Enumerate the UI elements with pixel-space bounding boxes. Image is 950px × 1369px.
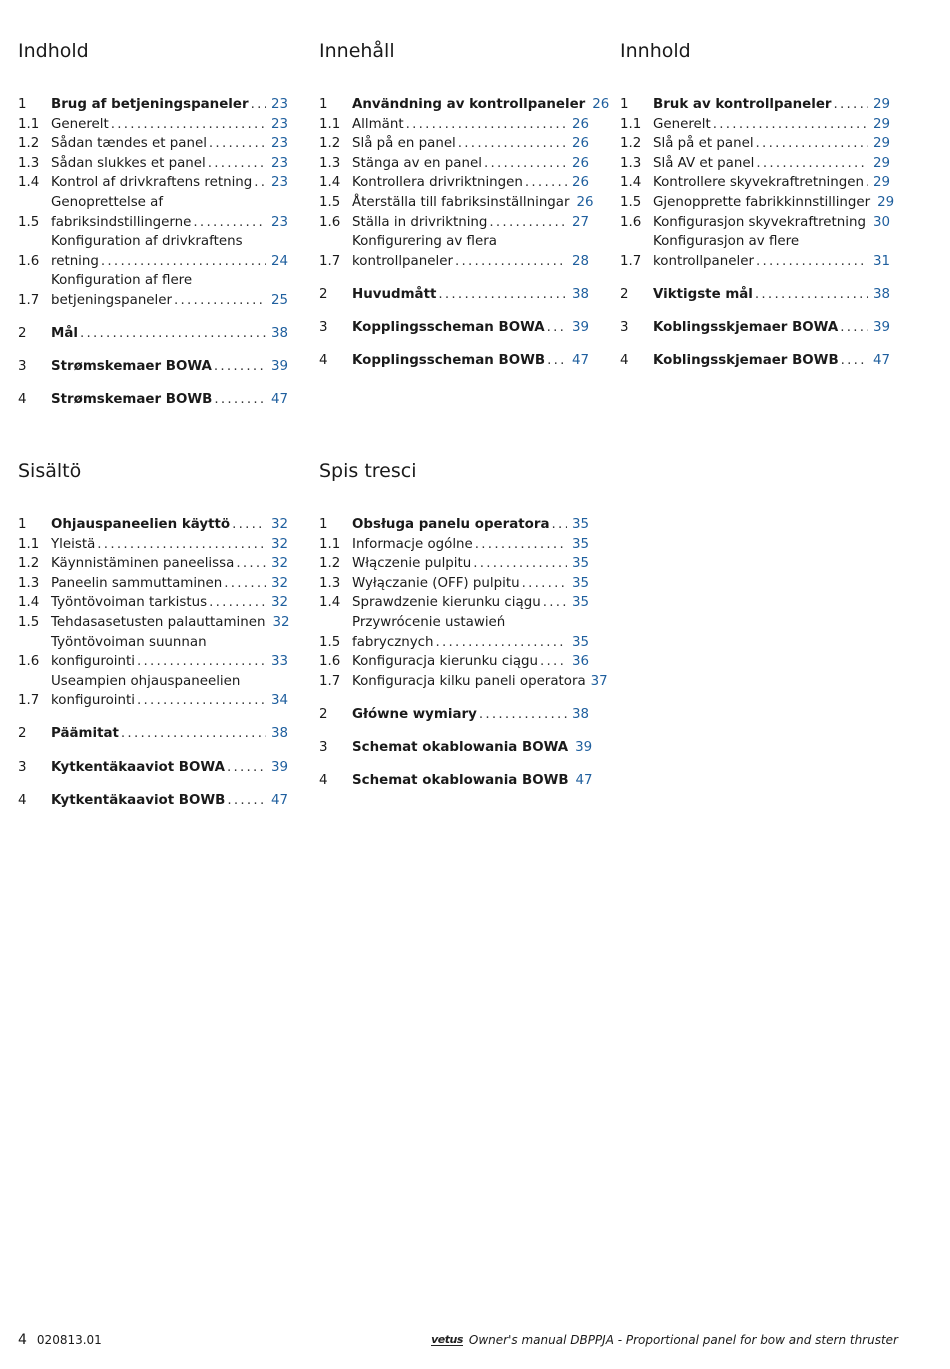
toc-entry[interactable] [620, 213, 890, 233]
toc-entry[interactable] [18, 535, 288, 555]
toc-entry-number: 4 [319, 353, 328, 369]
toc-entry-title: Generelt [51, 116, 109, 132]
dot-leader [547, 318, 567, 338]
toc-entry-page: 26 [571, 116, 589, 132]
toc-heading: Innhold [620, 40, 691, 62]
toc-entry-title: Obsługa panelu operatora [352, 517, 550, 532]
toc-entry-number: 1.3 [18, 575, 40, 591]
toc-entry[interactable] [319, 95, 610, 115]
toc-entry-title: Koblingsskjemaer BOWB [653, 353, 839, 369]
dot-leader [841, 351, 868, 371]
toc-entry-title: Ohjauspaneelien käyttö [51, 517, 231, 532]
toc-entry-page: 23 [270, 116, 288, 132]
toc-entry-page: 29 [872, 116, 890, 132]
toc-entry-title: Paneelin sammuttaminen [51, 575, 223, 591]
toc-entry-number: 1.2 [620, 136, 642, 152]
toc-entry-page: 32 [270, 595, 288, 611]
dot-leader [209, 134, 266, 154]
dot-leader [137, 652, 266, 672]
toc-entry-title: Generelt [653, 116, 711, 132]
toc-entry-title: kontrollpaneler [653, 253, 754, 269]
toc-entry-page: 29 [872, 136, 890, 152]
toc-entry-title: Schemat okablowania BOWA [352, 739, 569, 755]
toc-heading: Innehåll [319, 40, 395, 62]
toc-entry[interactable] [319, 738, 593, 758]
toc-entry-title: Przywrócenie ustawień [352, 614, 506, 630]
toc-entry-title: kontrollpaneler [352, 253, 453, 269]
toc-entry-title: Koblingsskjemaer BOWA [653, 319, 839, 335]
toc-entry-number: 1.4 [319, 595, 341, 611]
toc-entry-page: 47 [571, 353, 589, 369]
toc-entry-title: Sådan slukkes et panel [51, 155, 206, 171]
toc-entry-page: 35 [571, 536, 589, 552]
toc-entry[interactable] [319, 672, 608, 692]
toc-entry-title: Kopplingsscheman BOWB [352, 353, 546, 369]
toc-entry-number: 1 [319, 517, 328, 532]
toc-entry-page: 47 [270, 392, 288, 408]
brand-logo: vetus [431, 1333, 463, 1346]
toc-entry-page: 29 [872, 155, 890, 171]
toc-entry-number: 3 [18, 759, 27, 775]
toc-entry[interactable] [319, 134, 589, 154]
toc-entry[interactable] [319, 213, 589, 233]
toc-entry-page: 26 [571, 175, 589, 191]
toc-entry-page: 31 [872, 253, 890, 269]
dot-leader [137, 691, 266, 711]
dot-leader [458, 134, 567, 154]
toc-entry[interactable] [620, 173, 890, 193]
toc-entry[interactable] [319, 351, 589, 371]
dot-leader [756, 154, 868, 174]
toc-entry[interactable] [319, 613, 589, 652]
toc-entry-title: Sådan tændes et panel [51, 136, 207, 152]
toc-entry-page: 27 [571, 214, 589, 230]
toc-entry[interactable] [18, 390, 288, 410]
toc-entry-title: Brug af betjeningspaneler [51, 97, 249, 112]
toc-entry-number: 3 [620, 319, 629, 335]
toc-entry-number: 1.6 [319, 214, 341, 230]
dot-leader [713, 115, 868, 135]
toc-entry-page: 39 [872, 319, 890, 335]
toc-entry-title: Yleistä [51, 536, 96, 552]
toc-entry-title: Useampien ohjauspaneelien [51, 673, 241, 689]
toc-entry-number: 3 [18, 359, 27, 375]
toc-entry-number: 3 [319, 739, 328, 755]
toc-entry[interactable] [18, 173, 288, 193]
toc-entry-title: Slå på en panel [352, 136, 456, 152]
toc-entry-number: 1.4 [18, 595, 40, 611]
toc-entry-page: 32 [270, 556, 288, 572]
toc-entry-page: 38 [571, 286, 589, 302]
toc-entry-page: 39 [270, 359, 288, 375]
toc-entry-title: Slå AV et panel [653, 155, 755, 171]
toc-entry-page: 23 [270, 155, 288, 171]
dot-leader [543, 593, 567, 613]
toc-entry[interactable] [620, 351, 890, 371]
dot-leader [479, 705, 567, 725]
dot-leader [540, 652, 567, 672]
manual-title: Owner's manual DBPPJA - Proportional panel for bow and stern thruster [468, 1333, 898, 1347]
toc-entry-number: 1.5 [18, 214, 40, 230]
toc-entry-page: 39 [270, 759, 288, 775]
toc-entry[interactable] [319, 574, 589, 594]
page-number: 4 [18, 1332, 27, 1348]
dot-leader [455, 252, 567, 272]
toc-entry[interactable] [620, 95, 890, 115]
toc-entry-number: 1.3 [319, 575, 341, 591]
toc-entry-title: Strømskemaer BOWA [51, 359, 212, 375]
toc-entry-page: 35 [571, 517, 589, 532]
toc-entry-number: 1.4 [18, 175, 40, 191]
toc-entry-title: Gjenopprette fabrikkinnstillinger [653, 194, 871, 210]
toc-entry-title: Återställa till fabriksinställningar [352, 194, 570, 210]
toc-entry-title: fabrycznych [352, 634, 434, 650]
toc-entry-page: 29 [872, 97, 890, 112]
toc-entry-number: 3 [319, 319, 328, 335]
toc-entry-title: Käynnistäminen paneelissa [51, 556, 235, 572]
toc-entry-page: 23 [270, 175, 288, 191]
toc-entry-number: 1.7 [620, 253, 642, 269]
dot-leader [522, 574, 567, 594]
toc-entry-number: 1.7 [319, 673, 341, 689]
toc-entry-title: Päämitat [51, 726, 119, 742]
toc-entry-title: Tehdasasetusten palauttaminen [51, 614, 266, 630]
toc-entry[interactable] [620, 154, 890, 174]
toc-entry-title: fabriksindstillingerne [51, 214, 192, 230]
toc-entry[interactable] [620, 134, 890, 154]
toc-entry-page: 24 [270, 253, 288, 269]
toc-entry-number: 1.1 [319, 536, 341, 552]
toc-polish [319, 460, 608, 791]
toc-heading: Spis tresci [319, 460, 417, 482]
toc-entry-page: 39 [575, 739, 593, 755]
dot-leader [193, 213, 266, 233]
toc-entry-page: 26 [576, 194, 594, 210]
toc-norwegian [620, 40, 895, 371]
toc-entry[interactable] [620, 232, 890, 271]
toc-entry[interactable] [319, 554, 589, 574]
toc-entry-page: 34 [270, 693, 288, 709]
toc-entry[interactable] [18, 95, 288, 115]
toc-entry-page: 23 [270, 214, 288, 230]
toc-entry-title: konfigurointi [51, 693, 135, 709]
toc-entry-title: Sprawdzenie kierunku ciągu [352, 595, 541, 611]
toc-entry-number: 1.5 [319, 634, 341, 650]
toc-entry-page: 47 [270, 792, 288, 808]
toc-entry[interactable] [319, 193, 594, 213]
toc-entry[interactable] [18, 758, 288, 778]
toc-entry-title: Huvudmått [352, 286, 437, 302]
toc-entry-number: 1 [319, 97, 328, 112]
toc-entry[interactable] [18, 633, 288, 672]
dot-leader [214, 390, 266, 410]
dot-leader [174, 291, 266, 311]
dot-leader [756, 134, 868, 154]
toc-entry-title: Informacje ogólne [352, 536, 473, 552]
toc-entry[interactable] [319, 154, 589, 174]
dot-leader [101, 252, 266, 272]
toc-entry-page: 29 [877, 194, 895, 210]
toc-heading: Indhold [18, 40, 89, 62]
dot-leader [840, 318, 868, 338]
toc-entry-number: 1.1 [18, 116, 40, 132]
toc-entry-title: Kontrollere skyvekraftretningen [653, 175, 864, 191]
toc-entry-page: 32 [270, 575, 288, 591]
toc-entry[interactable] [319, 705, 589, 725]
toc-entry-number: 1.1 [18, 536, 40, 552]
dot-leader [232, 515, 266, 535]
toc-entry-title: Genoprettelse af [51, 194, 164, 210]
toc-entry-title: Konfiguration af flere [51, 273, 193, 289]
toc-entry[interactable] [18, 613, 288, 633]
toc-entry[interactable] [18, 115, 288, 135]
document-code: 020813.01 [36, 1333, 102, 1347]
toc-entry-number: 1.4 [319, 175, 341, 191]
toc-entry[interactable] [18, 232, 288, 271]
dot-leader [547, 351, 567, 371]
toc-entry-title: retning [51, 253, 99, 269]
toc-entry-number: 1.2 [18, 136, 40, 152]
toc-entry-page: 29 [872, 175, 890, 191]
toc-entry-number: 1.7 [18, 693, 40, 709]
toc-entry[interactable] [620, 318, 890, 338]
toc-entry[interactable] [18, 357, 288, 377]
toc-entry-number: 2 [18, 726, 27, 742]
dot-leader [224, 574, 266, 594]
toc-entry-title: Viktigste mål [653, 286, 753, 302]
toc-entry[interactable] [319, 115, 589, 135]
toc-entry-title: Konfiguration af drivkraftens [51, 234, 243, 250]
toc-entry[interactable] [18, 554, 288, 574]
page-footer [18, 1330, 898, 1350]
toc-entry[interactable] [620, 193, 895, 213]
toc-entry[interactable] [319, 232, 589, 271]
toc-entry-title: Työntövoiman suunnan [51, 634, 207, 650]
toc-swedish [319, 40, 610, 371]
dot-leader [111, 115, 266, 135]
toc-entry-number: 1 [18, 97, 27, 112]
toc-entry-page: 37 [590, 673, 608, 689]
toc-entry-number: 1 [620, 97, 629, 112]
toc-entry-title: Konfiguracja kierunku ciągu [352, 654, 539, 670]
toc-entry[interactable] [18, 515, 288, 535]
toc-entry[interactable] [18, 791, 288, 811]
toc-entry[interactable] [319, 771, 593, 791]
toc-entry-number: 1.6 [18, 253, 40, 269]
toc-entry-title: Kytkentäkaaviot BOWB [51, 792, 226, 808]
dot-leader [436, 633, 567, 653]
toc-entry[interactable] [18, 324, 288, 344]
toc-entry[interactable] [18, 134, 288, 154]
dot-leader [97, 535, 266, 555]
toc-entry[interactable] [319, 173, 589, 193]
dot-leader [121, 724, 266, 744]
toc-entry-page: 35 [571, 634, 589, 650]
toc-entry-page: 47 [575, 773, 593, 789]
toc-entry-number: 1.4 [620, 175, 642, 191]
toc-entry-page: 23 [270, 136, 288, 152]
toc-entry[interactable] [319, 535, 589, 555]
toc-entry-number: 1.2 [18, 556, 40, 572]
toc-entry[interactable] [18, 271, 288, 310]
toc-entry-number: 1.6 [620, 214, 642, 230]
toc-entry-page: 39 [571, 319, 589, 335]
toc-entry-number: 1.3 [18, 155, 40, 171]
toc-entry-title: Användning av kontrollpaneler [352, 97, 586, 112]
toc-entry-number: 1.5 [319, 194, 341, 210]
toc-entry[interactable] [18, 593, 288, 613]
toc-entry-title: Ställa in drivriktning [352, 214, 488, 230]
toc-entry-number: 1.1 [620, 116, 642, 132]
toc-entry-title: Bruk av kontrollpaneler [653, 97, 832, 112]
toc-entry-number: 1.2 [319, 556, 341, 572]
toc-entry[interactable] [620, 285, 890, 305]
dot-leader [866, 173, 868, 193]
toc-entry-title: Kopplingsscheman BOWA [352, 319, 545, 335]
toc-entry[interactable] [18, 672, 288, 711]
toc-entry-page: 35 [571, 575, 589, 591]
toc-entry-number: 1.2 [319, 136, 341, 152]
toc-entry-title: Kontrollera drivriktningen [352, 175, 523, 191]
toc-entry-page: 38 [270, 726, 288, 742]
dot-leader [438, 285, 567, 305]
dot-leader [756, 252, 868, 272]
toc-entry-page: 38 [872, 286, 890, 302]
dot-leader [236, 554, 266, 574]
toc-entry-title: Włączenie pulpitu [352, 556, 472, 572]
toc-entry-number: 4 [620, 353, 629, 369]
dot-leader [80, 324, 266, 344]
toc-entry-number: 1.1 [319, 116, 341, 132]
toc-entry-number: 1.7 [319, 253, 341, 269]
toc-entry-title: Konfigurasjon skyvekraftretning [653, 214, 866, 230]
toc-entry-page: 33 [270, 654, 288, 670]
dot-leader [208, 154, 266, 174]
toc-entry-title: Kytkentäkaaviot BOWA [51, 759, 225, 775]
toc-entry-page: 38 [270, 326, 288, 342]
toc-entry[interactable] [18, 154, 288, 174]
toc-entry-number: 2 [620, 286, 629, 302]
toc-entry-page: 36 [571, 654, 589, 670]
toc-entry-page: 30 [872, 214, 890, 230]
toc-entry-number: 1.7 [18, 292, 40, 308]
toc-entry-title: Schemat okablowania BOWB [352, 773, 569, 789]
toc-entry[interactable] [319, 593, 589, 613]
toc-entry[interactable] [18, 193, 288, 232]
dot-leader [475, 535, 567, 555]
toc-entry[interactable] [319, 515, 589, 535]
toc-entry-page: 26 [571, 155, 589, 171]
dot-leader [552, 515, 568, 535]
dot-leader [755, 285, 868, 305]
toc-danish [18, 40, 288, 410]
toc-entry-number: 1.3 [319, 155, 341, 171]
toc-entry-page: 35 [571, 595, 589, 611]
dot-leader [834, 95, 868, 115]
toc-entry[interactable] [319, 318, 589, 338]
toc-finnish [18, 460, 288, 810]
toc-entry[interactable] [18, 574, 288, 594]
toc-entry-page: 47 [872, 353, 890, 369]
toc-entry-title: Kontrol af drivkraftens retning [51, 175, 253, 191]
toc-entry-page: 28 [571, 253, 589, 269]
toc-entry-title: Wyłączanie (OFF) pulpitu [352, 575, 520, 591]
toc-entry-number: 1.3 [620, 155, 642, 171]
toc-entry-title: Allmänt [352, 116, 404, 132]
dot-leader [214, 357, 266, 377]
toc-heading: Sisältö [18, 460, 82, 482]
toc-entry-title: Główne wymiary [352, 706, 477, 722]
toc-entry-title: Slå på et panel [653, 136, 754, 152]
toc-entry[interactable] [319, 652, 589, 672]
toc-entry-title: Konfigurasjon av flere [653, 234, 800, 250]
dot-leader [209, 593, 266, 613]
toc-entry-number: 2 [319, 286, 328, 302]
toc-entry-number: 1 [18, 517, 27, 532]
dot-leader [254, 173, 266, 193]
toc-entry-title: Stänga av en panel [352, 155, 482, 171]
toc-entry-title: Konfiguracja kilku paneli operatora [352, 673, 586, 689]
dot-leader [251, 95, 266, 115]
toc-entry-number: 2 [319, 706, 328, 722]
toc-entry-page: 32 [270, 536, 288, 552]
toc-entry-number: 1.6 [18, 654, 40, 670]
dot-leader [484, 154, 567, 174]
toc-entry-page: 32 [270, 517, 288, 532]
toc-entry-page: 38 [571, 706, 589, 722]
toc-entry-number: 4 [18, 792, 27, 808]
toc-entry-title: Konfigurering av flera [352, 234, 497, 250]
toc-entry-number: 1.5 [18, 614, 40, 630]
dot-leader [406, 115, 567, 135]
toc-entry[interactable] [620, 115, 890, 135]
toc-entry-page: 26 [571, 136, 589, 152]
toc-entry-number: 4 [319, 773, 328, 789]
dot-leader [525, 173, 567, 193]
toc-entry-number: 1.5 [620, 194, 642, 210]
toc-entry-title: betjeningspaneler [51, 292, 173, 308]
toc-entry-number: 2 [18, 326, 27, 342]
toc-entry-page: 23 [270, 97, 288, 112]
dot-leader [227, 758, 266, 778]
toc-entry-page: 25 [270, 292, 288, 308]
toc-entry-title: Strømskemaer BOWB [51, 392, 213, 408]
toc-entry-title: Mål [51, 326, 78, 342]
toc-entry-title: Työntövoiman tarkistus [51, 595, 208, 611]
toc-entry-page: 32 [272, 614, 290, 630]
toc-entry-number: 1.6 [319, 654, 341, 670]
toc-entry-number: 4 [18, 392, 27, 408]
toc-entry-page: 35 [571, 556, 589, 572]
dot-leader [473, 554, 567, 574]
dot-leader [489, 213, 567, 233]
toc-entry[interactable] [18, 724, 288, 744]
dot-leader [227, 791, 266, 811]
toc-entry[interactable] [319, 285, 589, 305]
toc-entry-page: 26 [592, 97, 610, 112]
toc-entry-title: konfigurointi [51, 654, 135, 670]
